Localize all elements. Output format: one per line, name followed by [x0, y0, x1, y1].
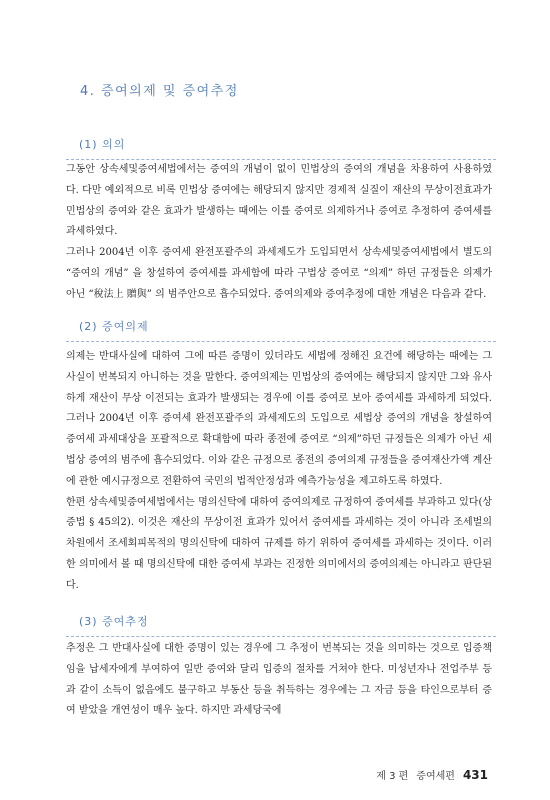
section-divider	[66, 341, 496, 342]
footer-section: 증여세편	[416, 771, 455, 782]
section-heading-presumed-gift: (3) 증여추정	[79, 615, 149, 628]
footer-part: 제 3 편	[376, 771, 409, 782]
page-footer	[376, 767, 488, 782]
chapter-title: 4. 증여의제 및 증여추정	[80, 84, 239, 99]
section-heading-deemed-gift: (2) 증여의제	[79, 320, 149, 333]
section-paragraph-presumed-gift	[66, 639, 492, 722]
section-divider	[66, 636, 496, 637]
page-number: 431	[462, 768, 488, 782]
section-paragraph-deemed-gift	[66, 347, 492, 597]
paragraph-text: 추정은 그 반대사실에 대한 증명이 있는 경우에 그 추정이 번복되는 것을 의미하는 것으로 입증책임을 납세자에게 부여하여 일반 증여와 달리 입증의 절차를 거쳐야 한다. 미성년자나 전업주부 등과 같이 소득이 없음에도 불구하고 부동산 등을 취득하는 경우에는 그 자금 등을 타인으로부터 증여 받았을 개연성이 매우 높다. 하지만 과세당국에	[66, 643, 492, 717]
paragraph-text: 의제는 반대사실에 대하여 그에 따른 증명이 있더라도 세법에 정해진 요건에 해당하는 때에는 그 사실이 번복되지 아니하는 것을 말한다. 증여의제는 민법상의 증여에는 해당되지 않지만 그와 유사하게 재산이 무상 이전되는 효과가 발생되는 경우에 이를 증여로 보아 증여세를 과세하게 되었다. 그러나 2004년 이후 증여세 완전포괄주의 과세제도의 도입으로 세법상 증여의 개념을 창설하여 증여세 과세대상을 포괄적으로 확대함에 따라 종전에 증여로 “의제”하던 규정들은 의제가 아닌 세법상 증여의 범주에 흡수되었다. 이와 같은 규정으로 종전의 증여의제 규정들을 증여재산가액 계산에 관한 예시규정으로 전환하여 국민의 법적안정성과 예측가능성을 제고하도록 하였다. 한편 상속세및증여세법에서는 명의신탁에 대하여 증여의제로 규정하여 증여세를 부과하고 있다(상증법 § 45의2). 이것은 재산의 무상이전 효과가 있어서 증여세를 과세하는 것이 아니라 조세벌의 차원에서 조세회피목적의 명의신탁에 대하여 규제를 하기 위하여 증여세를 과세하는 것이다. 이러한 의미에서 볼 때 명의신탁에 대한 증여세 부과는 진정한 의미에서의 증여의제는 아니라고 판단된다.	[66, 351, 492, 591]
section-paragraph-significance	[66, 160, 492, 306]
paragraph-text: 그동안 상속세및증여세법에서는 증여의 개념이 없이 민법상의 증여의 개념을 차용하여 사용하였다. 다만 예외적으로 비록 민법상 증여에는 해당되지 않지만 경제적 실질이 재산의 무상이전효과가 민법상의 증여와 같은 효과가 발생하는 때에는 이를 증여로 의제하거나 증여로 추정하여 증여세를 과세하였다. 그러나 2004년 이후 증여세 완전포괄주의 과세제도가 도입되면서 상속세및증여세법에서 별도의 “증여의 개념” 을 창설하여 증여세를 과세함에 따라 구법상 증여로 “의제” 하던 규정들은 의제가 아닌 “稅法上 贈與” 의 범주안으로 흡수되었다. 증여의제와 증여추정에 대한 개념은 다음과 같다.	[66, 164, 492, 300]
section-heading-significance: (1) 의의	[79, 138, 126, 151]
